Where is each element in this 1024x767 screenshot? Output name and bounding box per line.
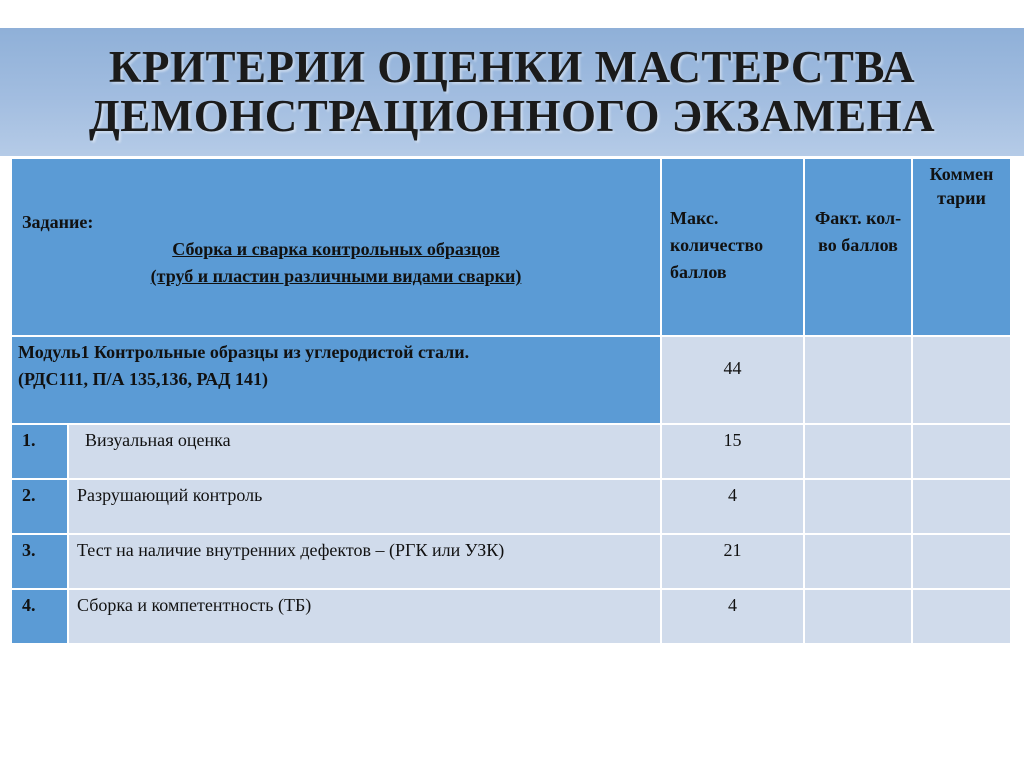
- table-row: [11, 534, 1011, 589]
- row-index: 1.: [11, 424, 68, 479]
- module-actual-points: [804, 336, 912, 424]
- module-max-points: 44: [661, 336, 804, 424]
- row-index: 2.: [11, 479, 68, 534]
- row-actual-points: [804, 589, 912, 644]
- task-title-line-2: (труб и пластин различными видами сварки): [150, 266, 522, 286]
- row-max-points: 4: [661, 479, 804, 534]
- row-name: Тест на наличие внутренних дефектов – (РГК или УЗК): [68, 534, 661, 589]
- row-comments: [912, 589, 1011, 644]
- row-max-points: 21: [661, 534, 804, 589]
- row-actual-points: [804, 479, 912, 534]
- module-title-line-2: (РДС111, П/А 135,136, РАД 141): [18, 369, 269, 389]
- task-label: Задание:: [22, 212, 94, 232]
- row-comments: [912, 534, 1011, 589]
- row-index: 3.: [11, 534, 68, 589]
- title-line-2: ДЕМОНСТРАЦИОННОГО ЭКЗАМЕНА: [88, 91, 936, 141]
- row-name: Визуальная оценка: [68, 424, 661, 479]
- actual-points-header: Факт. кол-во баллов: [804, 158, 912, 336]
- row-max-points: 4: [661, 589, 804, 644]
- row-name: Сборка и компетентность (ТБ): [68, 589, 661, 644]
- table-header-row: [11, 158, 1011, 336]
- table-row: [11, 424, 1011, 479]
- row-comments: [912, 424, 1011, 479]
- module-title-cell: [11, 336, 661, 424]
- table-row: [11, 479, 1011, 534]
- title-band: [0, 28, 1024, 156]
- task-title-line-1: Сборка и сварка контрольных образцов: [172, 239, 500, 259]
- row-name: Разрушающий контроль: [68, 479, 661, 534]
- row-actual-points: [804, 534, 912, 589]
- max-points-header: Макс. количество баллов: [661, 158, 804, 336]
- page-title: [89, 43, 935, 141]
- comments-header: Коммен тарии: [912, 158, 1011, 336]
- module-comments: [912, 336, 1011, 424]
- module-title-line-1: Модуль1 Контрольные образцы из углеродистой стали.: [18, 342, 470, 362]
- row-max-points: 15: [661, 424, 804, 479]
- row-actual-points: [804, 424, 912, 479]
- table-row: [11, 589, 1011, 644]
- criteria-table: [10, 157, 1012, 645]
- title-line-1: КРИТЕРИИ ОЦЕНКИ МАСТЕРСТВА: [108, 42, 916, 92]
- module-row: [11, 336, 1011, 424]
- row-index: 4.: [11, 589, 68, 644]
- task-header-cell: [11, 158, 661, 336]
- row-comments: [912, 479, 1011, 534]
